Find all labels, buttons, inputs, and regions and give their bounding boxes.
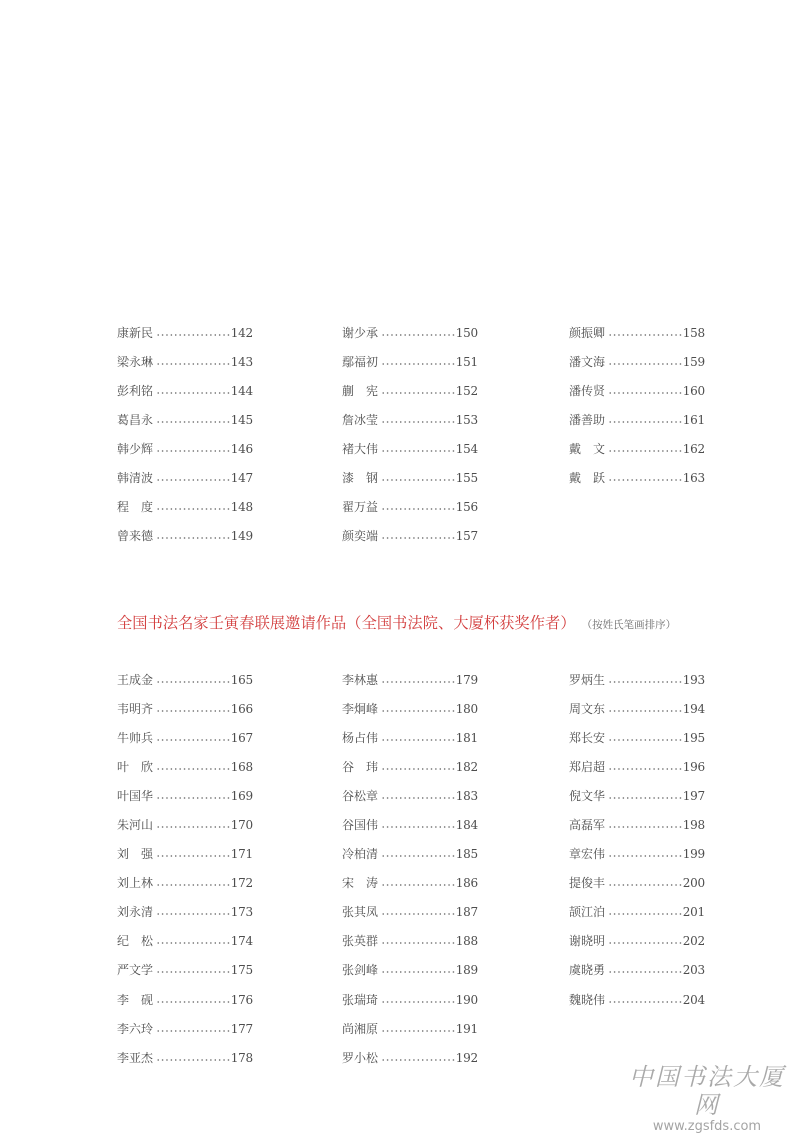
entry-page-number: 189 bbox=[455, 963, 478, 978]
dot-leader bbox=[608, 913, 682, 915]
dot-leader bbox=[381, 479, 455, 481]
toc-entry[interactable] bbox=[342, 434, 478, 463]
section-sort-note: （按姓氏笔画排序） bbox=[581, 619, 677, 631]
entry-page-number: 167 bbox=[230, 730, 253, 745]
entry-page-number: 183 bbox=[455, 788, 478, 803]
entry-page-number: 155 bbox=[455, 471, 478, 486]
dot-leader bbox=[381, 971, 455, 973]
entry-author-name: 章宏伟 bbox=[569, 847, 606, 862]
entry-page-number: 188 bbox=[455, 934, 478, 949]
entry-author-name: 张英群 bbox=[342, 934, 379, 949]
toc-entry[interactable] bbox=[342, 522, 478, 551]
entry-author-name: 李亚杰 bbox=[117, 1050, 154, 1065]
toc-entry[interactable] bbox=[342, 869, 478, 898]
toc-entry[interactable] bbox=[342, 752, 478, 781]
entry-page-number: 185 bbox=[455, 847, 478, 862]
toc-entry[interactable] bbox=[117, 1014, 253, 1043]
entry-author-name: 纪 松 bbox=[117, 934, 154, 949]
entry-page-number: 202 bbox=[682, 934, 705, 949]
toc-entry[interactable] bbox=[569, 405, 705, 434]
entry-page-number: 169 bbox=[230, 788, 253, 803]
dot-leader bbox=[156, 363, 230, 365]
toc-entry[interactable] bbox=[117, 840, 253, 869]
entry-author-name: 颉江泊 bbox=[569, 905, 606, 920]
entry-author-name: 宋 涛 bbox=[342, 876, 379, 891]
entry-author-name: 康新民 bbox=[117, 325, 154, 340]
dot-leader bbox=[608, 479, 682, 481]
entry-page-number: 180 bbox=[455, 701, 478, 716]
entry-page-number: 175 bbox=[230, 963, 253, 978]
entry-author-name: 曾来德 bbox=[117, 529, 154, 544]
toc-entry[interactable] bbox=[117, 522, 253, 551]
entry-author-name: 叶 欣 bbox=[117, 759, 154, 774]
dot-leader bbox=[381, 450, 455, 452]
entry-page-number: 190 bbox=[455, 992, 478, 1007]
entry-author-name: 谷松章 bbox=[342, 788, 379, 803]
toc-entry[interactable] bbox=[342, 810, 478, 839]
entry-page-number: 150 bbox=[455, 325, 478, 340]
dot-leader bbox=[608, 334, 682, 336]
toc-entry[interactable] bbox=[342, 985, 478, 1014]
dot-leader bbox=[156, 421, 230, 423]
dot-leader bbox=[156, 681, 230, 683]
entry-author-name: 叶国华 bbox=[117, 788, 154, 803]
entry-page-number: 151 bbox=[455, 354, 478, 369]
toc-entry[interactable] bbox=[569, 347, 705, 376]
toc-entry[interactable] bbox=[569, 781, 705, 810]
dot-leader bbox=[156, 1001, 230, 1003]
toc-entry[interactable] bbox=[117, 985, 253, 1014]
toc-entry[interactable] bbox=[569, 318, 705, 347]
toc-entry[interactable] bbox=[117, 347, 253, 376]
dot-leader bbox=[381, 855, 455, 857]
entry-page-number: 197 bbox=[682, 788, 705, 803]
entry-author-name: 张瑞琦 bbox=[342, 992, 379, 1007]
toc-entry[interactable] bbox=[342, 956, 478, 985]
entry-page-number: 204 bbox=[682, 992, 705, 1007]
entry-author-name: 翟万益 bbox=[342, 500, 379, 515]
entry-page-number: 196 bbox=[682, 759, 705, 774]
dot-leader bbox=[156, 739, 230, 741]
toc-entry[interactable] bbox=[117, 869, 253, 898]
toc-entry[interactable] bbox=[342, 493, 478, 522]
toc-entry[interactable] bbox=[117, 1043, 253, 1072]
dot-leader bbox=[608, 421, 682, 423]
toc-entry[interactable] bbox=[569, 810, 705, 839]
entry-page-number: 176 bbox=[230, 992, 253, 1007]
entry-page-number: 156 bbox=[455, 500, 478, 515]
entry-page-number: 158 bbox=[682, 325, 705, 340]
dot-leader bbox=[608, 942, 682, 944]
entry-author-name: 郑启超 bbox=[569, 759, 606, 774]
toc-entry[interactable] bbox=[569, 956, 705, 985]
dot-leader bbox=[156, 392, 230, 394]
toc-entry[interactable] bbox=[569, 463, 705, 492]
entry-page-number: 160 bbox=[682, 383, 705, 398]
dot-leader bbox=[608, 739, 682, 741]
toc-column-2 bbox=[342, 318, 478, 551]
entry-page-number: 142 bbox=[230, 325, 253, 340]
toc-entry[interactable] bbox=[569, 694, 705, 723]
toc-entry[interactable] bbox=[342, 781, 478, 810]
dot-leader bbox=[156, 971, 230, 973]
toc-entry[interactable] bbox=[569, 869, 705, 898]
dot-leader bbox=[381, 334, 455, 336]
dot-leader bbox=[381, 768, 455, 770]
toc-entry[interactable] bbox=[569, 665, 705, 694]
toc-entry[interactable] bbox=[342, 1043, 478, 1072]
toc-entry[interactable] bbox=[342, 463, 478, 492]
entry-page-number: 192 bbox=[455, 1050, 478, 1065]
entry-author-name: 韦明齐 bbox=[117, 701, 154, 716]
entry-author-name: 冷柏清 bbox=[342, 847, 379, 862]
entry-author-name: 程 度 bbox=[117, 500, 154, 515]
toc-entry[interactable] bbox=[342, 927, 478, 956]
toc-entry[interactable] bbox=[117, 493, 253, 522]
toc-entry[interactable] bbox=[569, 434, 705, 463]
dot-leader bbox=[156, 710, 230, 712]
toc-entry[interactable] bbox=[569, 898, 705, 927]
entry-page-number: 186 bbox=[455, 876, 478, 891]
entry-author-name: 罗小松 bbox=[342, 1050, 379, 1065]
entry-page-number: 144 bbox=[230, 383, 253, 398]
section-heading bbox=[117, 612, 676, 633]
dot-leader bbox=[156, 855, 230, 857]
toc-entry[interactable] bbox=[117, 898, 253, 927]
entry-author-name: 潘文海 bbox=[569, 354, 606, 369]
entry-author-name: 罗炳生 bbox=[569, 672, 606, 687]
toc-entry[interactable] bbox=[569, 723, 705, 752]
toc-entry[interactable] bbox=[569, 752, 705, 781]
dot-leader bbox=[156, 508, 230, 510]
toc-entry[interactable] bbox=[117, 434, 253, 463]
dot-leader bbox=[381, 913, 455, 915]
watermark-url: www.zgsfds.com bbox=[652, 1119, 762, 1134]
entry-page-number: 203 bbox=[682, 963, 705, 978]
entry-page-number: 170 bbox=[230, 818, 253, 833]
dot-leader bbox=[381, 797, 455, 799]
toc-entry[interactable] bbox=[569, 840, 705, 869]
entry-author-name: 刘上林 bbox=[117, 876, 154, 891]
dot-leader bbox=[381, 508, 455, 510]
toc-entry[interactable] bbox=[117, 927, 253, 956]
dot-leader bbox=[608, 826, 682, 828]
entry-page-number: 148 bbox=[230, 500, 253, 515]
entry-author-name: 朱河山 bbox=[117, 818, 154, 833]
toc-entry[interactable] bbox=[342, 840, 478, 869]
entry-page-number: 154 bbox=[455, 441, 478, 456]
toc-entry[interactable] bbox=[342, 405, 478, 434]
entry-page-number: 162 bbox=[682, 441, 705, 456]
dot-leader bbox=[608, 884, 682, 886]
toc-entry[interactable] bbox=[569, 927, 705, 956]
entry-page-number: 193 bbox=[682, 672, 705, 687]
entry-page-number: 182 bbox=[455, 759, 478, 774]
toc-entry[interactable] bbox=[117, 318, 253, 347]
dot-leader bbox=[608, 971, 682, 973]
toc-entry[interactable] bbox=[342, 376, 478, 405]
entry-author-name: 张剑峰 bbox=[342, 963, 379, 978]
entry-page-number: 178 bbox=[230, 1050, 253, 1065]
toc-entry[interactable] bbox=[342, 694, 478, 723]
entry-author-name: 李林惠 bbox=[342, 672, 379, 687]
dot-leader bbox=[381, 739, 455, 741]
entry-author-name: 鄢福初 bbox=[342, 354, 379, 369]
entry-page-number: 174 bbox=[230, 934, 253, 949]
entry-page-number: 159 bbox=[682, 354, 705, 369]
toc-entry[interactable] bbox=[342, 318, 478, 347]
entry-author-name: 颜奕端 bbox=[342, 529, 379, 544]
entry-page-number: 143 bbox=[230, 354, 253, 369]
dot-leader bbox=[381, 363, 455, 365]
entry-author-name: 谷 玮 bbox=[342, 759, 379, 774]
entry-page-number: 179 bbox=[455, 672, 478, 687]
entry-author-name: 高磊军 bbox=[569, 818, 606, 833]
entry-page-number: 184 bbox=[455, 818, 478, 833]
entry-author-name: 严文学 bbox=[117, 963, 154, 978]
toc-entry[interactable] bbox=[117, 405, 253, 434]
watermark-site-name: 中国书法大厦网 bbox=[629, 1063, 785, 1119]
entry-page-number: 200 bbox=[682, 876, 705, 891]
dot-leader bbox=[608, 768, 682, 770]
entry-page-number: 171 bbox=[230, 847, 253, 862]
entry-author-name: 王成金 bbox=[117, 672, 154, 687]
dot-leader bbox=[156, 334, 230, 336]
dot-leader bbox=[156, 1030, 230, 1032]
dot-leader bbox=[381, 1030, 455, 1032]
dot-leader bbox=[381, 942, 455, 944]
entry-page-number: 149 bbox=[230, 529, 253, 544]
toc-entry[interactable] bbox=[117, 694, 253, 723]
toc-entry[interactable] bbox=[569, 376, 705, 405]
dot-leader bbox=[381, 392, 455, 394]
entry-page-number: 153 bbox=[455, 412, 478, 427]
entry-author-name: 杨占伟 bbox=[342, 730, 379, 745]
entry-author-name: 李六玲 bbox=[117, 1021, 154, 1036]
entry-author-name: 韩少辉 bbox=[117, 441, 154, 456]
entry-author-name: 虞晓勇 bbox=[569, 963, 606, 978]
entry-page-number: 161 bbox=[682, 412, 705, 427]
entry-author-name: 褚大伟 bbox=[342, 441, 379, 456]
entry-page-number: 165 bbox=[230, 672, 253, 687]
dot-leader bbox=[608, 855, 682, 857]
entry-author-name: 周文东 bbox=[569, 701, 606, 716]
entry-author-name: 尚湘原 bbox=[342, 1021, 379, 1036]
toc-entry[interactable] bbox=[117, 723, 253, 752]
dot-leader bbox=[156, 826, 230, 828]
dot-leader bbox=[381, 421, 455, 423]
entry-page-number: 177 bbox=[230, 1021, 253, 1036]
toc-entry[interactable] bbox=[117, 752, 253, 781]
dot-leader bbox=[381, 1001, 455, 1003]
dot-leader bbox=[156, 768, 230, 770]
entry-author-name: 漆 钢 bbox=[342, 471, 379, 486]
toc-entry[interactable] bbox=[117, 810, 253, 839]
section-title: 全国书法名家壬寅春联展邀请作品（全国书法院、大厦杯获奖作者） bbox=[117, 614, 576, 632]
dot-leader bbox=[608, 450, 682, 452]
entry-author-name: 魏晓伟 bbox=[569, 992, 606, 1007]
entry-page-number: 198 bbox=[682, 818, 705, 833]
toc-entry[interactable] bbox=[342, 898, 478, 927]
entry-author-name: 潘传贤 bbox=[569, 383, 606, 398]
toc-entry[interactable] bbox=[117, 781, 253, 810]
dot-leader bbox=[156, 913, 230, 915]
entry-author-name: 刘 强 bbox=[117, 847, 154, 862]
entry-page-number: 168 bbox=[230, 759, 253, 774]
entry-page-number: 157 bbox=[455, 529, 478, 544]
dot-leader bbox=[381, 826, 455, 828]
dot-leader bbox=[608, 681, 682, 683]
dot-leader bbox=[608, 392, 682, 394]
toc-column-3 bbox=[569, 665, 705, 1014]
dot-leader bbox=[381, 1059, 455, 1061]
entry-author-name: 颜振卿 bbox=[569, 325, 606, 340]
entry-author-name: 刘永清 bbox=[117, 905, 154, 920]
dot-leader bbox=[608, 797, 682, 799]
toc-column-1 bbox=[117, 665, 253, 1072]
entry-page-number: 166 bbox=[230, 701, 253, 716]
entry-page-number: 152 bbox=[455, 383, 478, 398]
entry-page-number: 201 bbox=[682, 905, 705, 920]
dot-leader bbox=[156, 479, 230, 481]
dot-leader bbox=[381, 537, 455, 539]
dot-leader bbox=[156, 884, 230, 886]
dot-leader bbox=[381, 710, 455, 712]
dot-leader bbox=[381, 681, 455, 683]
dot-leader bbox=[156, 942, 230, 944]
entry-page-number: 172 bbox=[230, 876, 253, 891]
entry-page-number: 163 bbox=[682, 471, 705, 486]
toc-entry[interactable] bbox=[342, 1014, 478, 1043]
entry-author-name: 韩清波 bbox=[117, 471, 154, 486]
entry-author-name: 潘善助 bbox=[569, 412, 606, 427]
entry-author-name: 戴 文 bbox=[569, 441, 606, 456]
dot-leader bbox=[156, 537, 230, 539]
entry-author-name: 彭利铭 bbox=[117, 383, 154, 398]
entry-page-number: 187 bbox=[455, 905, 478, 920]
toc-column-3 bbox=[569, 318, 705, 493]
dot-leader bbox=[156, 1059, 230, 1061]
toc-entry[interactable] bbox=[342, 665, 478, 694]
entry-author-name: 倪文华 bbox=[569, 788, 606, 803]
dot-leader bbox=[608, 363, 682, 365]
dot-leader bbox=[608, 1001, 682, 1003]
entry-author-name: 提俊丰 bbox=[569, 876, 606, 891]
entry-author-name: 蒯 宪 bbox=[342, 383, 379, 398]
entry-author-name: 郑长安 bbox=[569, 730, 606, 745]
entry-author-name: 李炯峰 bbox=[342, 701, 379, 716]
entry-author-name: 谢晓明 bbox=[569, 934, 606, 949]
toc-entry[interactable] bbox=[569, 985, 705, 1014]
entry-page-number: 199 bbox=[682, 847, 705, 862]
dot-leader bbox=[381, 884, 455, 886]
toc-entry[interactable] bbox=[342, 723, 478, 752]
entry-page-number: 195 bbox=[682, 730, 705, 745]
entry-page-number: 194 bbox=[682, 701, 705, 716]
entry-author-name: 詹冰莹 bbox=[342, 412, 379, 427]
entry-author-name: 谢少承 bbox=[342, 325, 379, 340]
dot-leader bbox=[608, 710, 682, 712]
entry-page-number: 191 bbox=[455, 1021, 478, 1036]
entry-author-name: 葛昌永 bbox=[117, 412, 154, 427]
entry-page-number: 146 bbox=[230, 441, 253, 456]
toc-entry[interactable] bbox=[342, 347, 478, 376]
toc-entry[interactable] bbox=[117, 956, 253, 985]
entry-page-number: 145 bbox=[230, 412, 253, 427]
toc-entry[interactable] bbox=[117, 463, 253, 492]
toc-column-2 bbox=[342, 665, 478, 1072]
watermark bbox=[622, 1063, 792, 1134]
entry-author-name: 张其凤 bbox=[342, 905, 379, 920]
entry-author-name: 梁永琳 bbox=[117, 354, 154, 369]
toc-entry[interactable] bbox=[117, 665, 253, 694]
dot-leader bbox=[156, 450, 230, 452]
entry-author-name: 谷国伟 bbox=[342, 818, 379, 833]
toc-column-1 bbox=[117, 318, 253, 551]
entry-page-number: 147 bbox=[230, 471, 253, 486]
entry-author-name: 李 砚 bbox=[117, 992, 154, 1007]
toc-entry[interactable] bbox=[117, 376, 253, 405]
entry-author-name: 牛帅兵 bbox=[117, 730, 154, 745]
entry-page-number: 173 bbox=[230, 905, 253, 920]
entry-author-name: 戴 跃 bbox=[569, 471, 606, 486]
dot-leader bbox=[156, 797, 230, 799]
entry-page-number: 181 bbox=[455, 730, 478, 745]
